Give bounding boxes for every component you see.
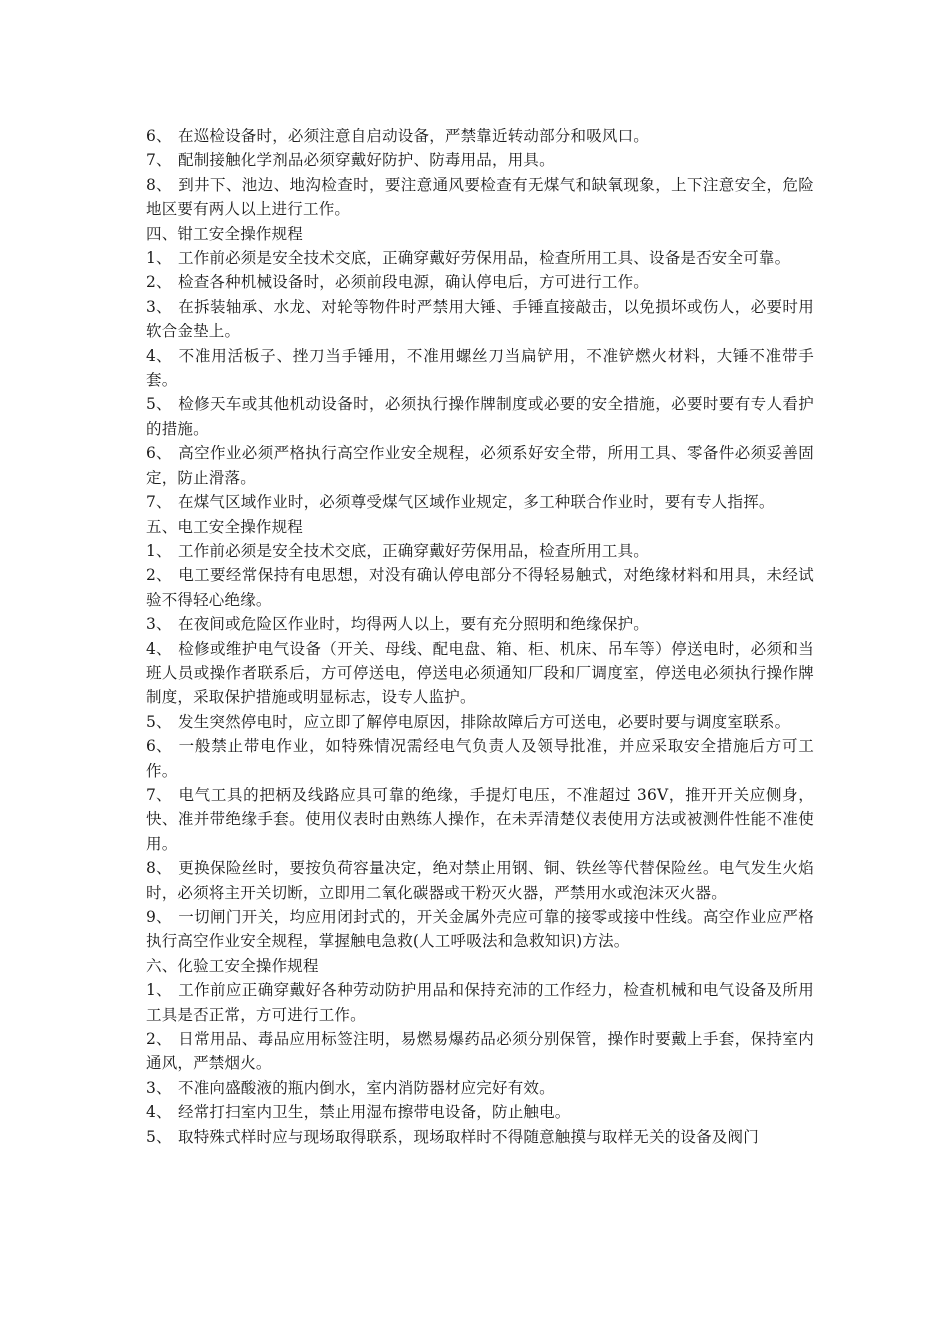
list-item-text: 配制接触化学剂品必须穿戴好防护、防毒用品，用具。 bbox=[178, 151, 555, 170]
list-item bbox=[146, 612, 814, 636]
list-item-text: 在拆装轴承、水龙、对轮等物件时严禁用大锤、手锤直接敲击，以免损坏或伤人，必要时用软合金垫上。 bbox=[146, 297, 814, 341]
document-page bbox=[146, 124, 814, 1149]
list-item bbox=[146, 392, 814, 441]
list-item-text: 高空作业必须严格执行高空作业安全规程，必须系好安全带，所用工具、零备件必须妥善固定，防止滑落。 bbox=[146, 444, 814, 487]
list-item bbox=[146, 1076, 814, 1100]
list-item-text: 一般禁止带电作业，如特殊情况需经电气负责人及领导批准，并应采取安全措施后方可工作。 bbox=[146, 737, 814, 780]
list-item-number: 8、 bbox=[146, 175, 172, 194]
list-item-number: 2、 bbox=[146, 1030, 172, 1049]
list-item bbox=[146, 710, 814, 734]
list-item-number: 2、 bbox=[146, 273, 172, 292]
list-item bbox=[146, 1125, 814, 1149]
section-heading: 四、钳工安全操作规程 bbox=[146, 224, 304, 243]
list-item-text: 到井下、池边、地沟检查时，要注意通风要检查有无煤气和缺氧现象，上下注意安全，危险地区要有两人以上进行工作。 bbox=[146, 175, 814, 219]
list-item bbox=[146, 173, 814, 222]
list-item-number: 5、 bbox=[146, 712, 172, 731]
list-item-number: 6、 bbox=[146, 127, 172, 145]
list-item-number: 4、 bbox=[146, 1103, 172, 1122]
list-item-number: 9、 bbox=[146, 908, 172, 926]
list-item bbox=[146, 734, 814, 783]
list-item bbox=[146, 124, 814, 148]
list-item-text: 取特殊式样时应与现场取得联系，现场取样时不得随意触摸与取样无关的设备及阀门 bbox=[178, 1127, 759, 1146]
list-item-number: 1、 bbox=[146, 249, 172, 268]
list-item bbox=[146, 246, 814, 270]
list-item-text: 经常打扫室内卫生，禁止用湿布擦带电设备，防止触电。 bbox=[178, 1103, 571, 1122]
list-item-text: 日常用品、毒品应用标签注明，易燃易爆药品必须分别保管，操作时要戴上手套，保持室内通风，严禁烟火。 bbox=[146, 1030, 814, 1073]
list-item bbox=[146, 905, 814, 954]
list-item-number: 4、 bbox=[146, 346, 172, 365]
list-item-text: 工作前必须是安全技术交底，正确穿戴好劳保用品，检查所用工具。 bbox=[178, 541, 650, 560]
list-item bbox=[146, 563, 814, 612]
list-item-text: 检修天车或其他机动设备时，必须执行操作牌制度或必要的安全措施，必要时要有专人看护的措施。 bbox=[146, 395, 814, 438]
list-item-number: 5、 bbox=[146, 395, 172, 414]
list-item bbox=[146, 1027, 814, 1076]
list-item bbox=[146, 441, 814, 490]
list-item-text: 在煤气区域作业时，必须尊受煤气区域作业规定，多工种联合作业时，要有专人指挥。 bbox=[178, 493, 775, 512]
list-item-number: 7、 bbox=[146, 151, 172, 170]
list-item bbox=[146, 490, 814, 514]
list-item-number: 6、 bbox=[146, 737, 172, 756]
list-item bbox=[146, 295, 814, 344]
list-item-text: 一切闸门开关，均应用闭封式的，开关金属外壳应可靠的接零或接中性线。高空作业应严格执行高空作业安全规程，掌握触电急救(人工呼吸法和急救知识)方法。 bbox=[146, 908, 814, 951]
list-item-text: 在夜间或危险区作业时，均得两人以上，要有充分照明和绝缘保护。 bbox=[178, 615, 650, 634]
list-item bbox=[146, 637, 814, 710]
list-item bbox=[146, 783, 814, 856]
list-item-text: 发生突然停电时，应立即了解停电原因，排除故障后方可送电，必要时要与调度室联系。 bbox=[178, 712, 791, 731]
list-item bbox=[146, 978, 814, 1027]
list-item-text: 电气工具的把柄及线路应具可靠的绝缘，手提灯电压，不准超过 36V，推开开关应侧身，快、准并带绝缘手套。使用仪表时由熟练人操作，在未弄清楚仪表使用方法或被测件性能不准使用。 bbox=[146, 785, 814, 853]
list-item-number: 6、 bbox=[146, 444, 172, 463]
list-item-number: 8、 bbox=[146, 859, 172, 878]
list-item-text: 更换保险丝时，要按负荷容量决定，绝对禁止用钢、铜、铁丝等代替保险丝。电气发生火焰时，必须将主开关切断，立即用二氧化碳器或干粉灭火器，严禁用水或泡沫灭火器。 bbox=[146, 859, 814, 902]
section-heading: 五、电工安全操作规程 bbox=[146, 517, 304, 536]
list-item-number: 7、 bbox=[146, 493, 172, 512]
list-item-text: 检修或维护电气设备（开关、母线、配电盘、箱、柜、机床、吊车等）停送电时，必须和当班人员或操作者联系后，方可停送电，停送电必须通知厂段和厂调度室，停送电必须执行操作牌制度，采取保护措施或明显标志，设专人监护。 bbox=[146, 639, 814, 707]
list-item-text: 工作前必须是安全技术交底，正确穿戴好劳保用品，检查所用工具、设备是否安全可靠。 bbox=[178, 249, 791, 268]
list-item-number: 5、 bbox=[146, 1127, 172, 1146]
list-item bbox=[146, 539, 814, 563]
list-item bbox=[146, 856, 814, 905]
list-item-number: 1、 bbox=[146, 981, 172, 1000]
section-heading: 六、化验工安全操作规程 bbox=[146, 956, 319, 975]
list-item bbox=[146, 344, 814, 393]
list-item-number: 1、 bbox=[146, 541, 172, 560]
list-item-number: 3、 bbox=[146, 297, 172, 316]
list-item-number: 2、 bbox=[146, 566, 172, 585]
list-item bbox=[146, 1100, 814, 1124]
list-item-number: 3、 bbox=[146, 1078, 172, 1097]
list-item-text: 工作前应正确穿戴好各种劳动防护用品和保持充沛的工作经力，检查机械和电气设备及所用工具是否正常，方可进行工作。 bbox=[146, 981, 814, 1024]
list-item-number: 3、 bbox=[146, 615, 172, 634]
list-item-text: 电工要经常保持有电思想，对没有确认停电部分不得轻易触式，对绝缘材料和用具，未经试验不得轻心绝缘。 bbox=[146, 566, 814, 609]
list-item-text: 不准向盛酸液的瓶内倒水，室内消防器材应完好有效。 bbox=[178, 1078, 555, 1097]
list-item-text: 检查各种机械设备时，必须前段电源，确认停电后，方可进行工作。 bbox=[178, 273, 650, 292]
list-item bbox=[146, 148, 814, 172]
list-item-text: 在巡检设备时，必须注意自启动设备，严禁靠近转动部分和吸风口。 bbox=[178, 127, 650, 145]
list-item-text: 不准用活板子、挫刀当手锤用，不准用螺丝刀当扁铲用，不准铲燃火材料，大锤不准带手套。 bbox=[146, 346, 814, 390]
list-item bbox=[146, 270, 814, 294]
list-item-number: 7、 bbox=[146, 785, 172, 804]
list-item-number: 4、 bbox=[146, 639, 172, 658]
